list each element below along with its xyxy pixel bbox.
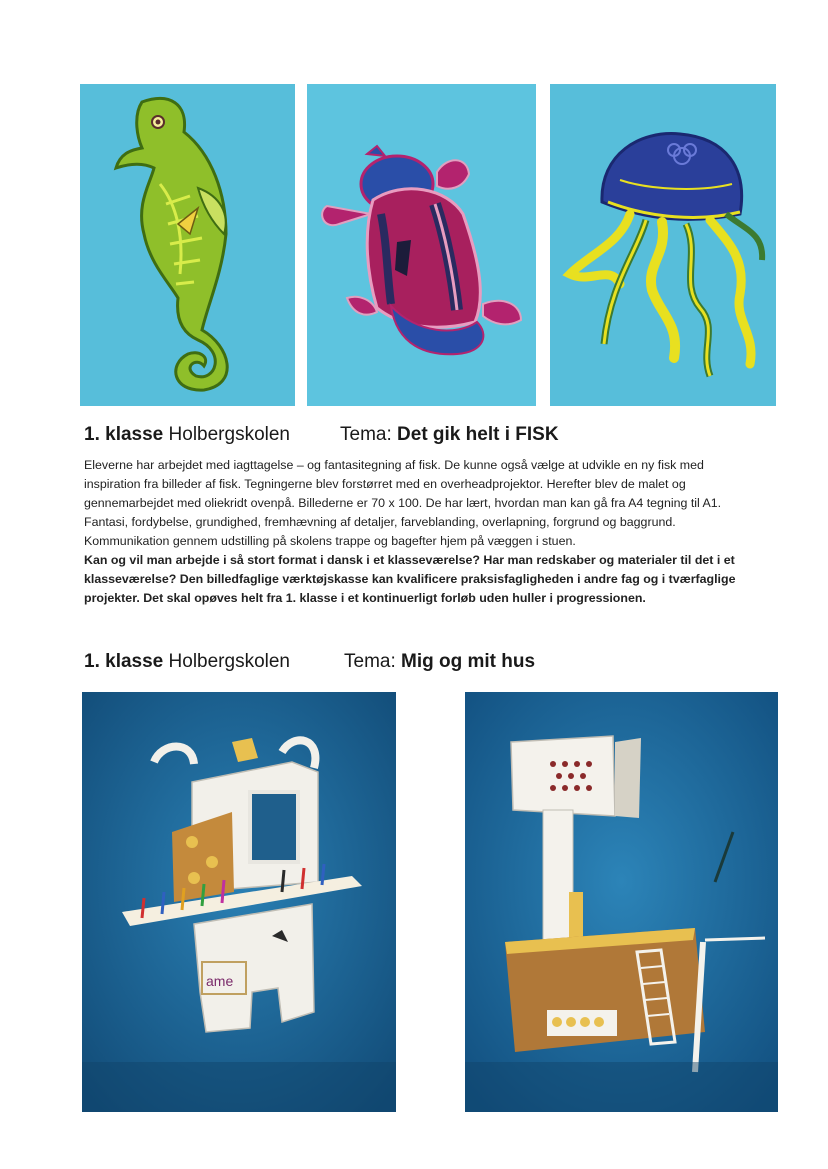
section1-heading-left [84,424,290,446]
theme-label: Tema: [340,424,392,445]
seahorse-painting [80,84,295,406]
class-label: 1. klasse [84,651,164,672]
section2-heading-theme [344,651,535,673]
theme-label: Tema: [344,651,396,672]
turtle-fish-painting [307,84,536,406]
section1-paragraph: Eleverne har arbejdet med iagttagelse – og fantasitegning af fisk. De kunne også vælge at udvikle en ny fisk med inspiration fra billeder af fisk. Tegningerne blev forstørret med en overheadprojektor. Herefter blev de malet og gennemarbejdet med oliekridt ovenpå. Billederne er 70 x 100. De har lært, hvordan man kan gå fra A4 tegning til A1. Fantasi, fordybelse, grundighed, fremhævning af detaljer, farveblanding, overlapning, forgrund og baggrund. Kommunikation gennem udstilling på skolens trappe og bagefter hjem på væggen i stuen. [84,458,722,548]
school-name: Holbergskolen [168,424,290,445]
theme-title: Mig og mit hus [401,651,536,672]
school-name: Holbergskolen [168,651,290,672]
sculpture-name-label: ame [206,973,234,989]
theme-title: Det gik helt i FISK [397,424,559,445]
section1-bold-paragraph: Kan og vil man arbejde i så stort format i dansk i et klasseværelse? Har man redskaber og materialer til det i et klasseværelse? Den billedfaglige værktøjskasse kan kvalificere praksisfagligheden i andre fag og i tværfaglige projekter. Det skal opøves helt fra 1. klasse i et kontinuerligt forløb uden huller i progressionen. [84,553,736,605]
jellyfish-painting [550,84,776,406]
class-label: 1. klasse [84,424,164,445]
house-sculpture-left [82,692,396,1112]
section2-heading-left [84,651,290,673]
house-sculpture-right [465,692,778,1112]
section1-heading-theme [340,424,559,446]
